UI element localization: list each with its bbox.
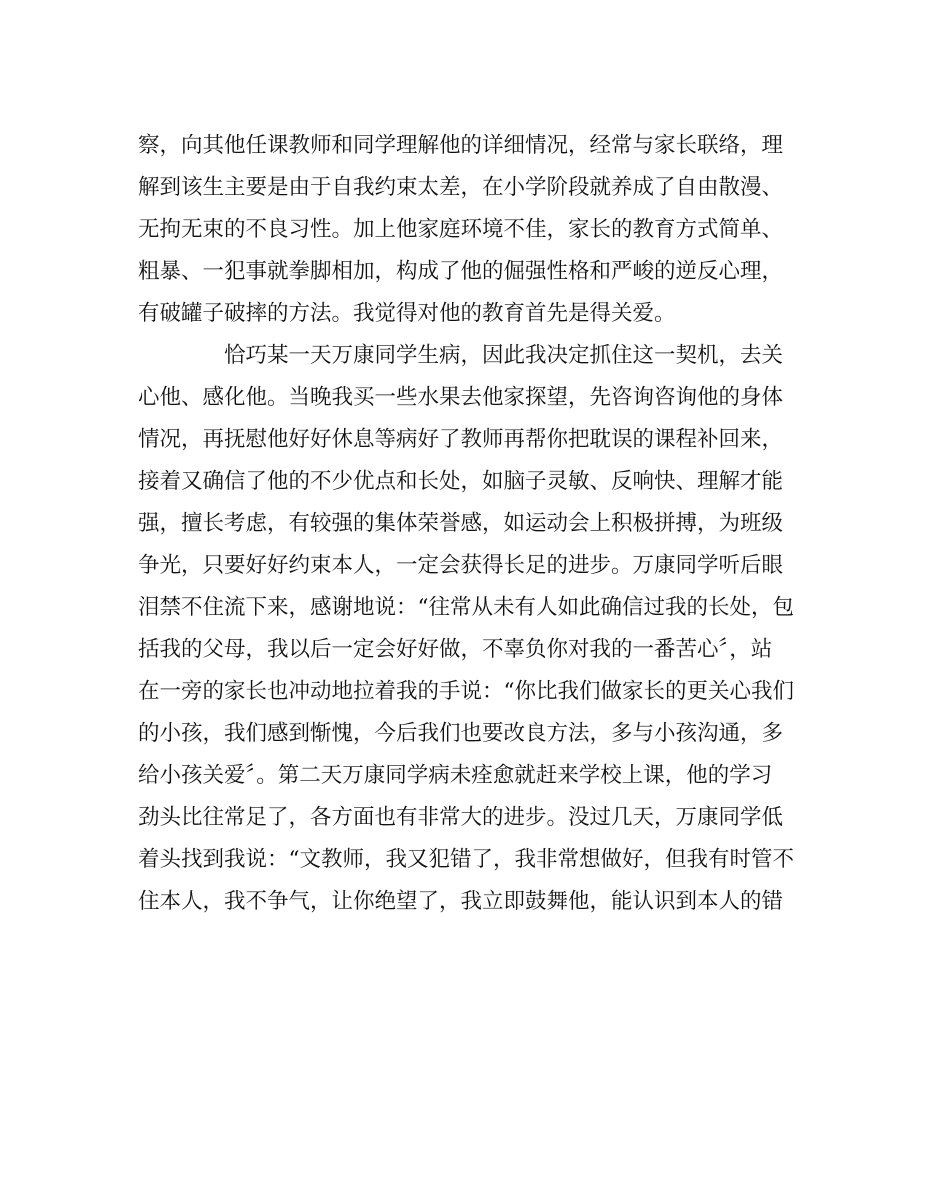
text-line: 心他、感化他。当晚我买一些水果去他家探望，先咨询咨询他的身体 bbox=[138, 385, 784, 410]
text-line: 察，向其他任课教师和同学理解他的详细情况，经常与家长联络，理 bbox=[138, 133, 784, 158]
body-text bbox=[138, 125, 810, 923]
text-line: 强，擅长考虑，有较强的集体荣誉感，如运动会上积极拼搏，为班级 bbox=[138, 511, 784, 536]
text-line: 争光，只要好好约束本人，一定会获得长足的进步。万康同学听后眼 bbox=[138, 553, 784, 578]
text-line: 括我的父母，我以后一定会好好做，不辜负你对我的一番苦心〞，站 bbox=[138, 637, 773, 662]
text-line: 的小孩，我们感到惭愧，今后我们也要改良方法，多与小孩沟通，多 bbox=[138, 721, 784, 746]
text-line: 粗暴、一犯事就拳脚相加，构成了他的倔强性格和严峻的逆反心理， bbox=[138, 259, 784, 284]
text-line: 有破罐子破摔的方法。我觉得对他的教育首先是得关爱。 bbox=[138, 301, 676, 326]
paragraph-start-line: 恰巧某一天万康同学生病，因此我决定抓住这一契机，去关 bbox=[224, 343, 784, 368]
text-line: 着头找到我说：“文教师，我又犯错了，我非常想做好，但我有时管不 bbox=[138, 847, 794, 872]
text-line: 解到该生主要是由于自我约束太差，在小学阶段就养成了自由散漫、 bbox=[138, 175, 784, 200]
text-line: 在一旁的家长也冲动地拉着我的手说：“你比我们做家长的更关心我们 bbox=[138, 679, 794, 704]
text-line: 住本人，我不争气，让你绝望了，我立即鼓舞他，能认识到本人的错 bbox=[138, 889, 784, 914]
text-line: 接着又确信了他的不少优点和长处，如脑子灵敏、反响快、理解才能 bbox=[138, 469, 784, 494]
text-line: 劲头比往常足了，各方面也有非常大的进步。没过几天，万康同学低 bbox=[138, 805, 784, 830]
text-line: 无拘无束的不良习性。加上他家庭环境不佳，家长的教育方式简单、 bbox=[138, 217, 784, 242]
text-line: 情况，再抚慰他好好休息等病好了教师再帮你把耽误的课程补回来， bbox=[138, 427, 784, 452]
text-line: 给小孩关爱〞。第二天万康同学病未痊愈就赶来学校上课，他的学习 bbox=[138, 763, 773, 788]
text-line: 泪禁不住流下来，感谢地说：“往常从未有人如此确信过我的长处，包 bbox=[138, 595, 794, 620]
